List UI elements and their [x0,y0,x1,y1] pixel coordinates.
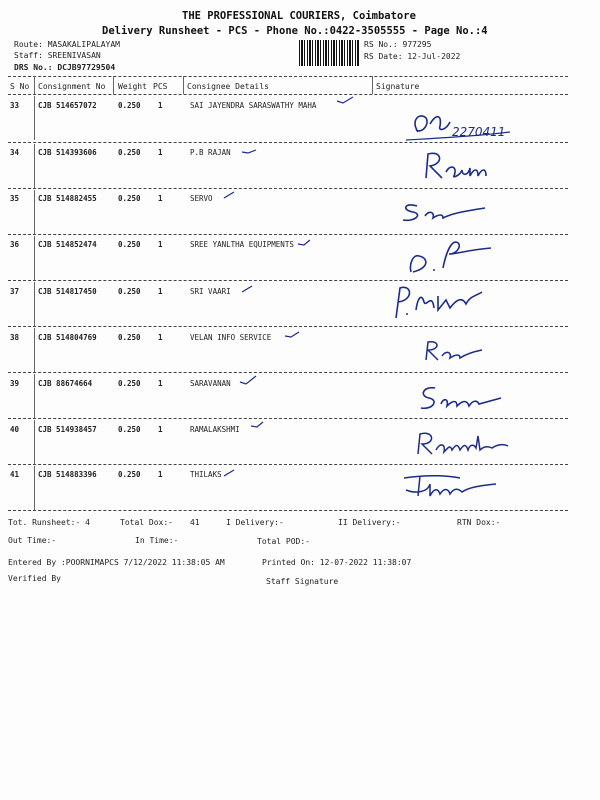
row-weight: 0.250 [118,194,141,203]
row-sno: 33 [10,101,20,110]
row-pcs: 1 [158,287,163,296]
signature-row-41 [400,470,500,500]
ii-delivery: II Delivery:- [338,518,401,527]
rs-number: RS No.: 977295 [364,40,432,49]
row-consignment: CJB 514883396 [38,470,97,479]
row-sno: 36 [10,240,20,249]
row-weight: 0.250 [118,148,141,157]
row-pcs: 1 [158,148,163,157]
in-time: In Time:- [135,536,179,545]
signature-row-39 [415,382,505,414]
signature-row-34 [420,148,500,184]
row-sno: 38 [10,333,20,342]
col-header-sno: S No [10,82,30,91]
row-consignment: CJB 514817450 [38,287,97,296]
signature-row-35 [395,196,495,226]
rtn-dox: RTN Dox:- [457,518,501,527]
row-rule [8,280,568,281]
row-pcs: 1 [158,194,163,203]
signature-row-33-number: 2270411 [452,125,506,139]
row-rule [8,188,568,189]
row-sno: 35 [10,194,20,203]
col-divider [183,76,184,94]
row-sno: 40 [10,425,20,434]
row-rule [8,234,568,235]
row-consignee: P.B RAJAN [190,148,231,157]
row-weight: 0.250 [118,470,141,479]
row-consignment: CJB 514938457 [38,425,97,434]
row-divider-left [34,190,35,234]
total-dox-label: Total Dox:- [120,518,173,527]
row-consignment: CJB 514393606 [38,148,97,157]
row-divider-left [34,144,35,188]
col-header-consignment: Consignment No [38,82,106,91]
signature-row-40 [412,428,512,458]
tick-mark [222,190,236,200]
row-consignee: THILAKS [190,470,222,479]
row-consignee: SREE YANLTHA EQUIPMENTS [190,240,294,249]
runsheet-title: Delivery Runsheet - PCS - Phone No.:0422-3505555 - Page No.:4 [102,25,488,37]
row-consignee: SARAVANAN [190,379,231,388]
verified-by: Verified By [8,574,61,583]
row-weight: 0.250 [118,333,141,342]
row-weight: 0.250 [118,287,141,296]
row-weight: 0.250 [118,425,141,434]
total-dox-value: 41 [190,518,200,527]
row-consignee: SAI JAYENDRA SARASWATHY MAHA [190,101,317,110]
row-weight: 0.250 [118,240,141,249]
row-sno: 34 [10,148,20,157]
entered-by: Entered By :POORNIMAPCS 7/12/2022 11:38:05 AM [8,558,225,567]
row-sno: 37 [10,287,20,296]
row-weight: 0.250 [118,379,141,388]
out-time: Out Time:- [8,536,57,545]
tick-mark [240,146,258,156]
printed-on: Printed On: 12-07-2022 11:38:07 [262,558,412,567]
i-delivery: I Delivery:- [226,518,284,527]
row-weight: 0.250 [118,101,141,110]
row-rule [8,372,568,373]
signature-row-38 [420,338,490,364]
row-consignment: CJB 514804769 [38,333,97,342]
drs-number: DRS No.: DCJB97729504 [14,63,116,72]
row-rule [8,418,568,419]
table-header-rule [8,94,568,95]
row-divider-left [34,96,35,140]
total-runsheet: Tot. Runsheet:- 4 [8,518,90,527]
col-header-signature: Signature [376,82,420,91]
total-pod: Total POD:- [257,537,310,546]
col-header-pcs: PCS [153,82,168,91]
rs-date: RS Date: 12-Jul-2022 [364,52,461,61]
row-pcs: 1 [158,470,163,479]
row-pcs: 1 [158,379,163,388]
row-consignee: RAMALAKSHMI [190,425,240,434]
signature-row-36 [405,238,495,278]
tick-mark [283,330,301,340]
col-header-consignee: Consignee Details [187,82,269,91]
row-consignee: SERVO [190,194,213,203]
row-sno: 39 [10,379,20,388]
row-consignment: CJB 514852474 [38,240,97,249]
row-divider-left [34,374,35,418]
row-divider-left [34,328,35,372]
col-header-weight: Weight [118,82,147,91]
row-consignee: SRI VAARI [190,287,231,296]
staff-label: Staff: SREENIVASAN [14,51,101,60]
col-divider [372,76,373,94]
table-top-rule [8,76,568,77]
tick-mark [335,95,355,105]
row-pcs: 1 [158,425,163,434]
row-divider-left [34,282,35,326]
staff-signature: Staff Signature [266,577,339,586]
row-rule [8,510,568,511]
row-rule [8,464,568,465]
company-title: THE PROFESSIONAL COURIERS, Coimbatore [182,10,416,22]
row-divider-left [34,466,35,510]
row-pcs: 1 [158,240,163,249]
row-consignment: CJB 88674664 [38,379,93,388]
row-divider-left [34,236,35,280]
row-sno: 41 [10,470,20,479]
col-divider [113,76,114,94]
tick-mark [238,374,258,386]
row-consignment: CJB 514882455 [38,194,97,203]
row-pcs: 1 [158,101,163,110]
tick-mark [296,238,312,248]
row-rule [8,326,568,327]
tick-mark [222,468,236,478]
tick-mark [249,420,265,430]
row-consignment: CJB 514657072 [38,101,97,110]
row-consignee: VELAN INFO SERVICE [190,333,272,342]
signature-row-37 [390,282,490,322]
col-divider [34,76,35,94]
barcode [299,40,359,66]
row-pcs: 1 [158,333,163,342]
route-label: Route: MASAKALIPALAYAM [14,40,120,49]
row-divider-left [34,420,35,464]
tick-mark [240,284,254,294]
signature-row-33 [400,100,540,144]
